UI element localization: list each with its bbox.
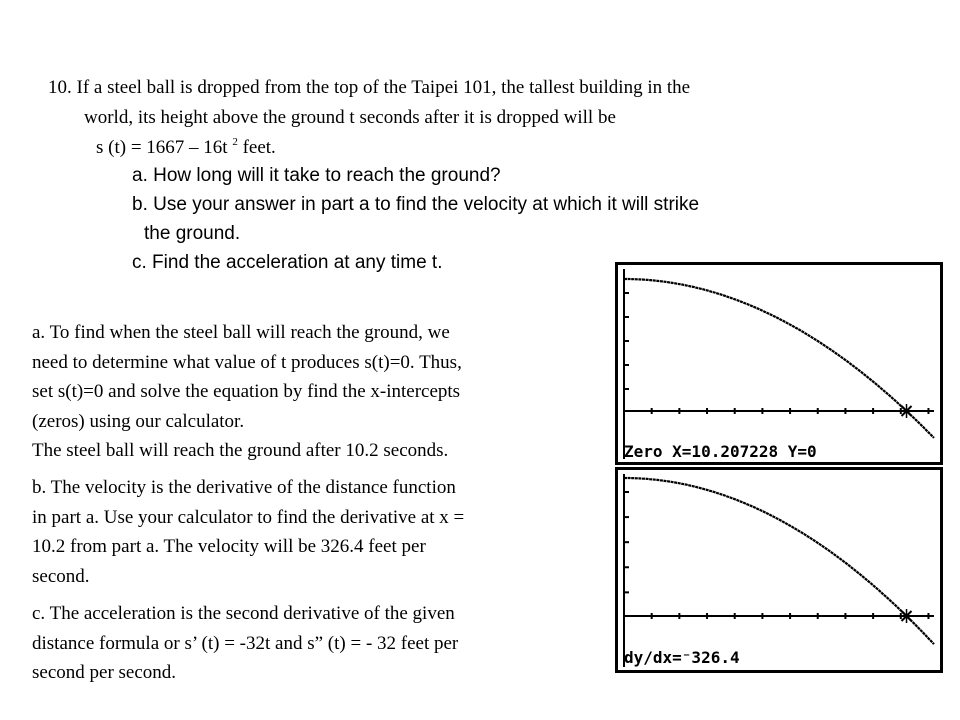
answer-c-line: c. The acceleration is the second derivative of the given xyxy=(32,603,455,624)
answer-b-line: b. The velocity is the derivative of the distance function xyxy=(32,477,456,498)
problem-formula xyxy=(96,137,276,159)
zero-readout: Zero X=10.207228 Y=0 xyxy=(624,442,817,461)
question-part-c: c. Find the acceleration at any time t. xyxy=(132,252,443,273)
answer-c xyxy=(32,599,458,688)
answer-a-conclusion: The steel ball will reach the ground after 10.2 seconds. xyxy=(32,440,449,461)
answer-c-line: distance formula or s’ (t) = -32t and s” (t) = - 32 feet per xyxy=(32,632,459,654)
answer-a-line: a. To find when the steel ball will reach the ground, we xyxy=(32,322,450,343)
graph-zero xyxy=(618,265,940,462)
question-part-b-line-1: b. Use your answer in part a to find the velocity at which it will strike xyxy=(132,194,700,215)
question-part-a: a. How long will it take to reach the ground? xyxy=(132,165,501,186)
calculator-screen-derivative xyxy=(615,467,943,673)
formula-unit: feet. xyxy=(237,137,276,158)
question-part-b-line-2: the ground. xyxy=(144,223,241,244)
answer-a-line: need to determine what value of t produces s(t)=0. Thus, xyxy=(32,351,462,373)
formula-exponent: 2 xyxy=(232,136,238,148)
function-curve xyxy=(624,279,934,438)
formula-main: s (t) = 1667 – 16t xyxy=(96,137,233,158)
function-curve xyxy=(624,478,934,644)
calculator-screen-zero xyxy=(615,262,943,465)
graph-derivative xyxy=(618,470,940,670)
problem-line-2: world, its height above the ground t seconds after it is dropped will be xyxy=(84,107,616,128)
derivative-readout: dy/dx=⁻326.4 xyxy=(624,648,740,667)
answer-b-line: 10.2 from part a. The velocity will be 326.4 feet per xyxy=(32,536,426,557)
answer-a xyxy=(32,318,462,466)
answer-b xyxy=(32,473,464,591)
answer-a-line: set s(t)=0 and solve the equation by find the x-intercepts xyxy=(32,381,461,402)
answer-c-line: second per second. xyxy=(32,662,177,683)
problem-line-1: 10. If a steel ball is dropped from the top of the Taipei 101, the tallest building in the xyxy=(48,77,691,98)
answer-a-line: (zeros) using our calculator. xyxy=(32,410,245,432)
answer-b-line: second. xyxy=(32,565,90,587)
answer-b-line: in part a. Use your calculator to find the derivative at x = xyxy=(32,506,465,528)
